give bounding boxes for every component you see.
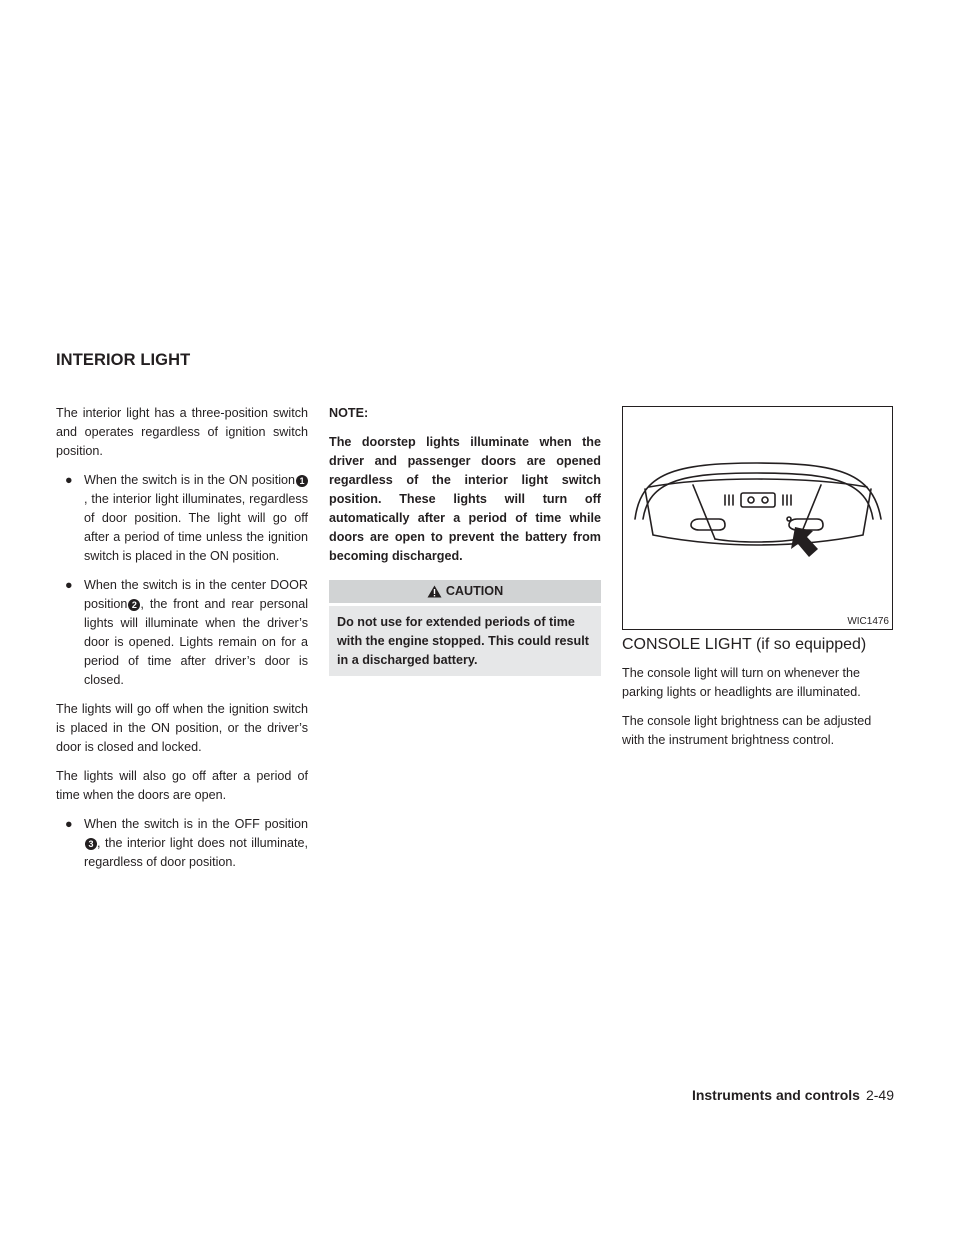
callout-number-1: 1: [296, 475, 308, 487]
bullet-dot: ●: [65, 473, 73, 487]
figure-id: WIC1476: [847, 616, 889, 627]
caution-body: Do not use for extended periods of time with the engine stopped. This could result in a discharged battery.: [329, 606, 601, 676]
console-light-illustration: [623, 407, 892, 629]
bullet-dot: ●: [65, 817, 73, 831]
column-3: [622, 664, 896, 760]
bullet-door-position: ● When the switch is in the center DOOR position 2 , the front and rear personal lights will illuminate when the driver’s door is opened. Lights remain on for a period of time after driver’s door is closed.: [65, 578, 308, 687]
bullet-dot: ●: [65, 578, 73, 592]
intro-paragraph: The interior light has a three-position switch and operates regardless of ignition switch position.: [56, 406, 308, 458]
page-footer: [692, 1087, 894, 1103]
column-1: [56, 404, 308, 882]
note-heading: NOTE:: [329, 406, 369, 420]
console-paragraph-2: The console light brightness can be adjusted with the instrument brightness control.: [622, 714, 872, 747]
console-light-figure: [622, 406, 893, 630]
console-light-heading: CONSOLE LIGHT (if so equipped): [622, 636, 867, 653]
bullet-off-position: ● When the switch is in the OFF position3 , the interior light does not illuminate, regardless of door position.: [65, 817, 308, 869]
caution-header: [329, 580, 601, 603]
paragraph-lights-off: The lights will go off when the ignition switch is placed in the ON position, or the driver’s door is closed and locked.: [56, 702, 308, 754]
paragraph-lights-timeout: The lights will also go off after a period of time when the doors are open.: [56, 769, 308, 802]
callout-number-2: 2: [128, 599, 140, 611]
caution-heading: CAUTION: [445, 584, 504, 598]
footer-chapter: Instruments and controls: [691, 1087, 860, 1103]
console-paragraph-1: The console light will turn on whenever the parking lights or headlights are illuminated.: [622, 666, 861, 699]
bullet-on-position: ● When the switch is in the ON position 1, the interior light illuminates, regardless of door position. The light will go off after a period of time unless the ignition switch is placed in the ON position.: [65, 473, 308, 563]
warning-icon: [427, 585, 442, 598]
section-title: INTERIOR LIGHT: [56, 351, 191, 369]
column-2: [329, 404, 601, 676]
note-body: The doorstep lights illuminate when the driver and passenger doors are opened regardless of the interior light switch position. These lights will turn off automatically after a period of time while doors are open to prevent the battery from becoming discharged.: [329, 435, 601, 563]
callout-number-3: 3: [85, 838, 97, 850]
footer-page-number: 2-49: [865, 1087, 894, 1103]
